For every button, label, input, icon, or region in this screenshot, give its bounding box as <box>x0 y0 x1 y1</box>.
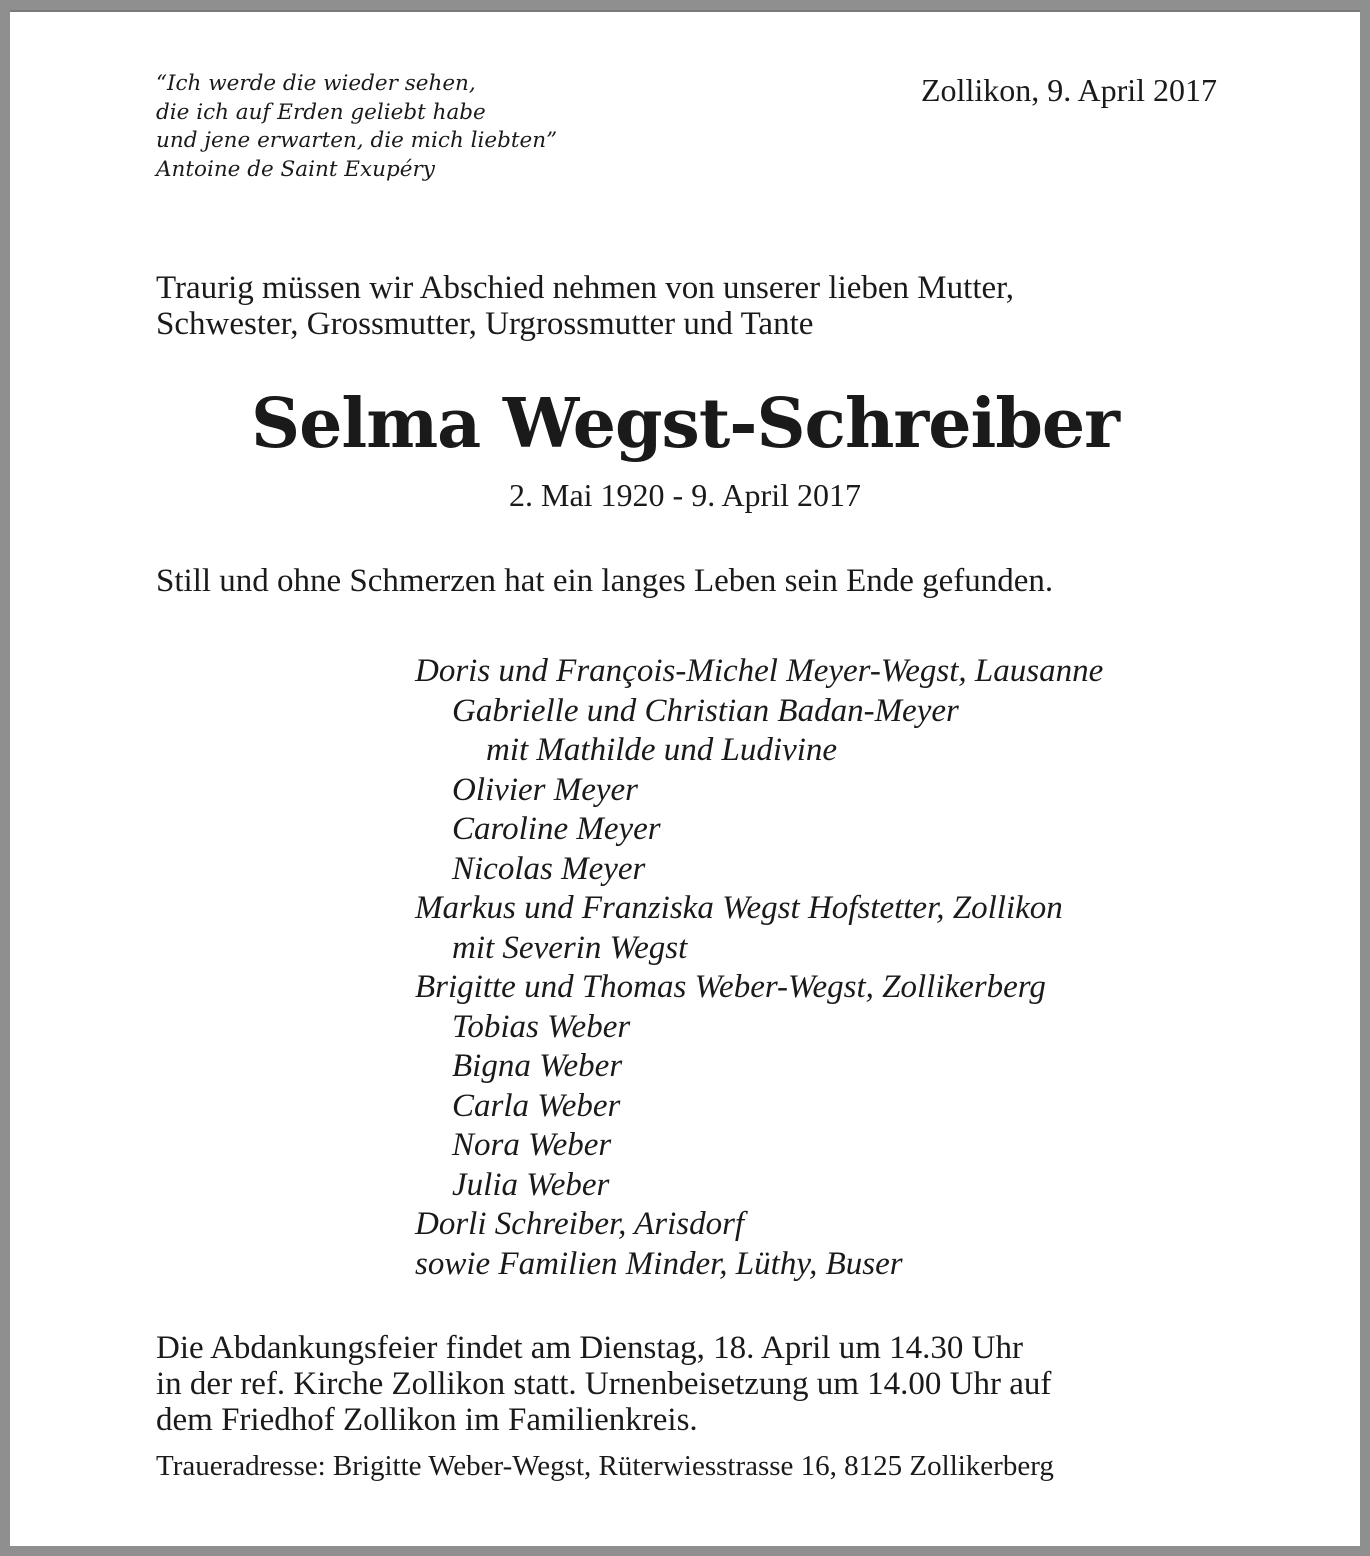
mourner-line: Tobias Weber <box>452 1008 631 1045</box>
deceased-name: Selma Wegst-Schreiber <box>251 384 1119 464</box>
mourner-line: sowie Familien Minder, Lüthy, Buser <box>415 1245 903 1282</box>
ceremony-line: Die Abdankungsfeier findet am Dienstag, 18. April um 14.30 Uhr <box>156 1330 1024 1366</box>
obituary-page <box>10 10 1360 1546</box>
epigraph-quote <box>156 70 557 184</box>
mourner-line: Dorli Schreiber, Arisdorf <box>415 1206 745 1242</box>
quote-line: und jene erwarten, die mich liebten” <box>156 128 558 153</box>
mourner-line: Nicolas Meyer <box>452 850 646 887</box>
quote-line: die ich auf Erden geliebt habe <box>156 99 486 125</box>
ceremony-info <box>156 1330 1051 1438</box>
quote-author: Antoine de Saint Exupéry <box>156 156 435 182</box>
mourner-line: Olivier Meyer <box>452 771 638 808</box>
quote-line: “Ich werde die wieder sehen, <box>156 71 476 96</box>
mourner-line: mit Severin Wegst <box>452 929 688 966</box>
mourner-line: Doris und François-Michel Meyer-Wegst, Lausanne <box>415 653 1104 689</box>
mourner-line: Caroline Meyer <box>452 811 661 847</box>
mourning-address: Traueradresse: Brigitte Weber-Wegst, Rüterwiesstrasse 16, 8125 Zollikerberg <box>156 1450 1054 1482</box>
ceremony-line: in der ref. Kirche Zollikon statt. Urnenbeisetzung um 14.00 Uhr auf <box>156 1366 1052 1402</box>
statement-text: Still und ohne Schmerzen hat ein langes Leben sein Ende gefunden. <box>156 563 1054 599</box>
lifespan-dates: 2. Mai 1920 - 9. April 2017 <box>509 477 861 513</box>
mourner-line: Nora Weber <box>452 1127 612 1163</box>
mourners-list <box>415 652 1103 1284</box>
intro-text <box>156 270 1014 342</box>
mourner-line: Markus und Franziska Wegst Hofstetter, Zollikon <box>415 890 1063 926</box>
mourner-line: mit Mathilde und Ludivine <box>486 732 838 768</box>
mourner-line: Brigitte und Thomas Weber-Wegst, Zollikerberg <box>415 969 1046 1005</box>
mourner-line: Bigna Weber <box>452 1048 623 1084</box>
place-date: Zollikon, 9. April 2017 <box>921 72 1217 108</box>
mourner-line: Julia Weber <box>452 1166 610 1203</box>
ceremony-line: dem Friedhof Zollikon im Familienkreis. <box>156 1402 698 1438</box>
intro-line: Traurig müssen wir Abschied nehmen von unserer lieben Mutter, <box>156 270 1015 306</box>
mourner-line: Carla Weber <box>452 1087 621 1124</box>
mourner-line: Gabrielle und Christian Badan-Meyer <box>452 692 959 729</box>
intro-line: Schwester, Grossmutter, Urgrossmutter und Tante <box>156 306 814 342</box>
